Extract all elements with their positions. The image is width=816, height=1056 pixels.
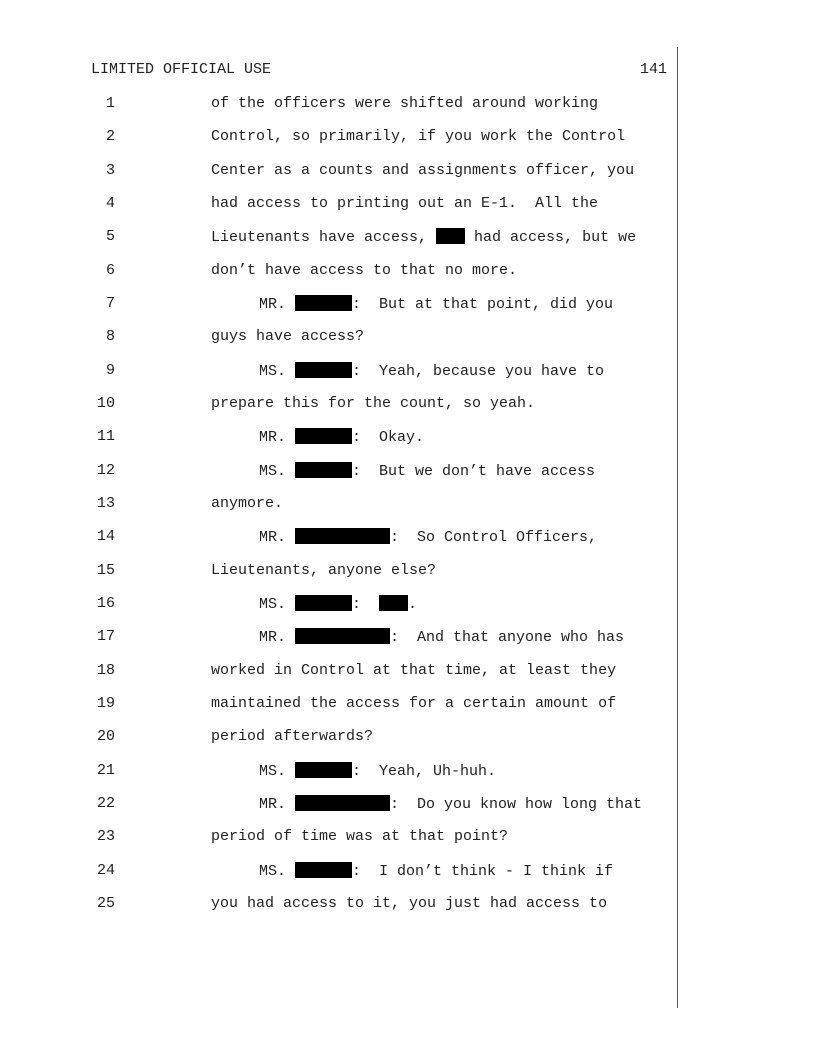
transcript-line <box>0 128 816 150</box>
transcript-line <box>0 262 816 284</box>
line-text <box>259 862 613 880</box>
text-segment: worked in Control at that time, at least they <box>211 662 617 679</box>
speaker-prefix: MS. <box>259 463 296 480</box>
text-segment: : But at that point, did you <box>352 296 614 313</box>
transcript-line <box>0 828 816 850</box>
text-segment: anymore. <box>211 495 284 512</box>
text-segment: you had access to it, you just had access to <box>211 895 608 912</box>
document-classification-header: LIMITED OFFICIAL USE <box>91 61 272 78</box>
speaker-prefix: MS. <box>259 763 296 780</box>
line-text <box>259 528 597 546</box>
text-segment: . <box>408 596 418 613</box>
line-text <box>211 662 616 679</box>
transcript-line <box>0 695 816 717</box>
line-text <box>211 895 607 912</box>
line-text <box>211 828 508 845</box>
text-segment: : So Control Officers, <box>390 529 598 546</box>
line-text <box>211 228 636 246</box>
line-number: 5 <box>105 228 115 245</box>
speaker-prefix: MS. <box>259 596 296 613</box>
line-text <box>259 762 496 780</box>
text-segment: : Do you know how long that <box>390 796 643 813</box>
redaction-box <box>295 428 352 444</box>
line-number: 19 <box>96 695 115 712</box>
transcript-line <box>0 428 816 450</box>
speaker-prefix: MR. <box>259 529 296 546</box>
line-number: 20 <box>96 728 115 745</box>
text-segment: prepare this for the count, so yeah. <box>211 395 536 412</box>
line-text <box>211 562 436 579</box>
text-segment: period afterwards? <box>211 728 374 745</box>
line-text <box>211 162 634 179</box>
line-number: 2 <box>105 128 115 145</box>
transcript-line <box>0 595 816 617</box>
line-text <box>211 495 283 512</box>
redaction-box <box>295 762 352 778</box>
transcript-line <box>0 895 816 917</box>
speaker-prefix: MR. <box>259 296 296 313</box>
line-text <box>211 128 625 145</box>
line-number: 18 <box>96 662 115 679</box>
line-number: 23 <box>96 828 115 845</box>
speaker-prefix: MR. <box>259 629 296 646</box>
text-segment: : And that anyone who has <box>390 629 625 646</box>
line-number: 11 <box>96 428 115 445</box>
line-number: 6 <box>105 262 115 279</box>
text-segment: : Yeah, because you have to <box>352 363 605 380</box>
line-text <box>211 728 373 745</box>
transcript-line <box>0 328 816 350</box>
transcript-line <box>0 862 816 884</box>
line-text <box>211 195 598 212</box>
line-number: 13 <box>96 495 115 512</box>
text-segment: Center as a counts and assignments officer, you <box>211 162 635 179</box>
transcript-line <box>0 662 816 684</box>
text-segment: Control, so primarily, if you work the Control <box>211 128 626 145</box>
speaker-prefix: MR. <box>259 429 296 446</box>
line-number: 22 <box>96 795 115 812</box>
redaction-box <box>379 595 408 611</box>
transcript-line <box>0 528 816 550</box>
text-segment: Lieutenants, anyone else? <box>211 562 437 579</box>
text-segment: had access to printing out an E-1. All the <box>211 195 599 212</box>
line-text <box>259 295 613 313</box>
line-number: 3 <box>105 162 115 179</box>
transcript-line <box>0 562 816 584</box>
redaction-box <box>295 595 352 611</box>
text-segment: : Okay. <box>352 429 425 446</box>
line-text <box>259 628 624 646</box>
page-number: 141 <box>639 61 667 78</box>
text-segment: maintained the access for a certain amount of <box>211 695 617 712</box>
line-number: 25 <box>96 895 115 912</box>
text-segment: of the officers were shifted around working <box>211 95 599 112</box>
line-text <box>211 262 517 279</box>
line-text <box>259 462 595 480</box>
line-number: 15 <box>96 562 115 579</box>
transcript-line <box>0 628 816 650</box>
redaction-box <box>295 295 352 311</box>
transcript-line <box>0 295 816 317</box>
transcript-line <box>0 762 816 784</box>
redaction-box <box>295 795 390 811</box>
transcript-line <box>0 795 816 817</box>
transcript-line <box>0 462 816 484</box>
redaction-box <box>295 628 390 644</box>
redaction-box <box>295 862 352 878</box>
transcript-line <box>0 95 816 117</box>
text-segment: : I don’t think - I think if <box>352 863 614 880</box>
line-text <box>259 595 417 613</box>
speaker-prefix: MS. <box>259 863 296 880</box>
redaction-box <box>436 228 465 244</box>
text-segment: don’t have access to that no more. <box>211 262 518 279</box>
line-number: 17 <box>96 628 115 645</box>
text-segment: : Yeah, Uh-huh. <box>352 763 497 780</box>
line-text <box>211 328 364 345</box>
line-text <box>211 695 616 712</box>
text-segment: period of time was at that point? <box>211 828 509 845</box>
line-text <box>211 395 535 412</box>
line-number: 10 <box>96 395 115 412</box>
text-segment: : But we don’t have access <box>352 463 596 480</box>
text-segment: had access, but we <box>465 229 637 246</box>
speaker-prefix: MR. <box>259 796 296 813</box>
line-number: 16 <box>96 595 115 612</box>
transcript-line <box>0 228 816 250</box>
speaker-prefix: MS. <box>259 363 296 380</box>
line-number: 24 <box>96 862 115 879</box>
line-number: 21 <box>96 762 115 779</box>
line-number: 14 <box>96 528 115 545</box>
text-segment: guys have access? <box>211 328 365 345</box>
line-text <box>259 795 642 813</box>
line-text <box>259 428 424 446</box>
redaction-box <box>295 528 390 544</box>
redaction-box <box>295 462 352 478</box>
transcript-line <box>0 162 816 184</box>
line-text <box>211 95 598 112</box>
line-number: 4 <box>105 195 115 212</box>
line-number: 7 <box>105 295 115 312</box>
line-number: 8 <box>105 328 115 345</box>
text-segment: Lieutenants have access, <box>211 229 437 246</box>
transcript-line <box>0 495 816 517</box>
redaction-box <box>295 362 352 378</box>
line-number: 1 <box>105 95 115 112</box>
line-number: 12 <box>96 462 115 479</box>
transcript-line <box>0 395 816 417</box>
line-number: 9 <box>105 362 115 379</box>
line-text <box>259 362 604 380</box>
text-segment: : <box>352 596 380 613</box>
transcript-line <box>0 362 816 384</box>
transcript-line <box>0 195 816 217</box>
transcript-line <box>0 728 816 750</box>
